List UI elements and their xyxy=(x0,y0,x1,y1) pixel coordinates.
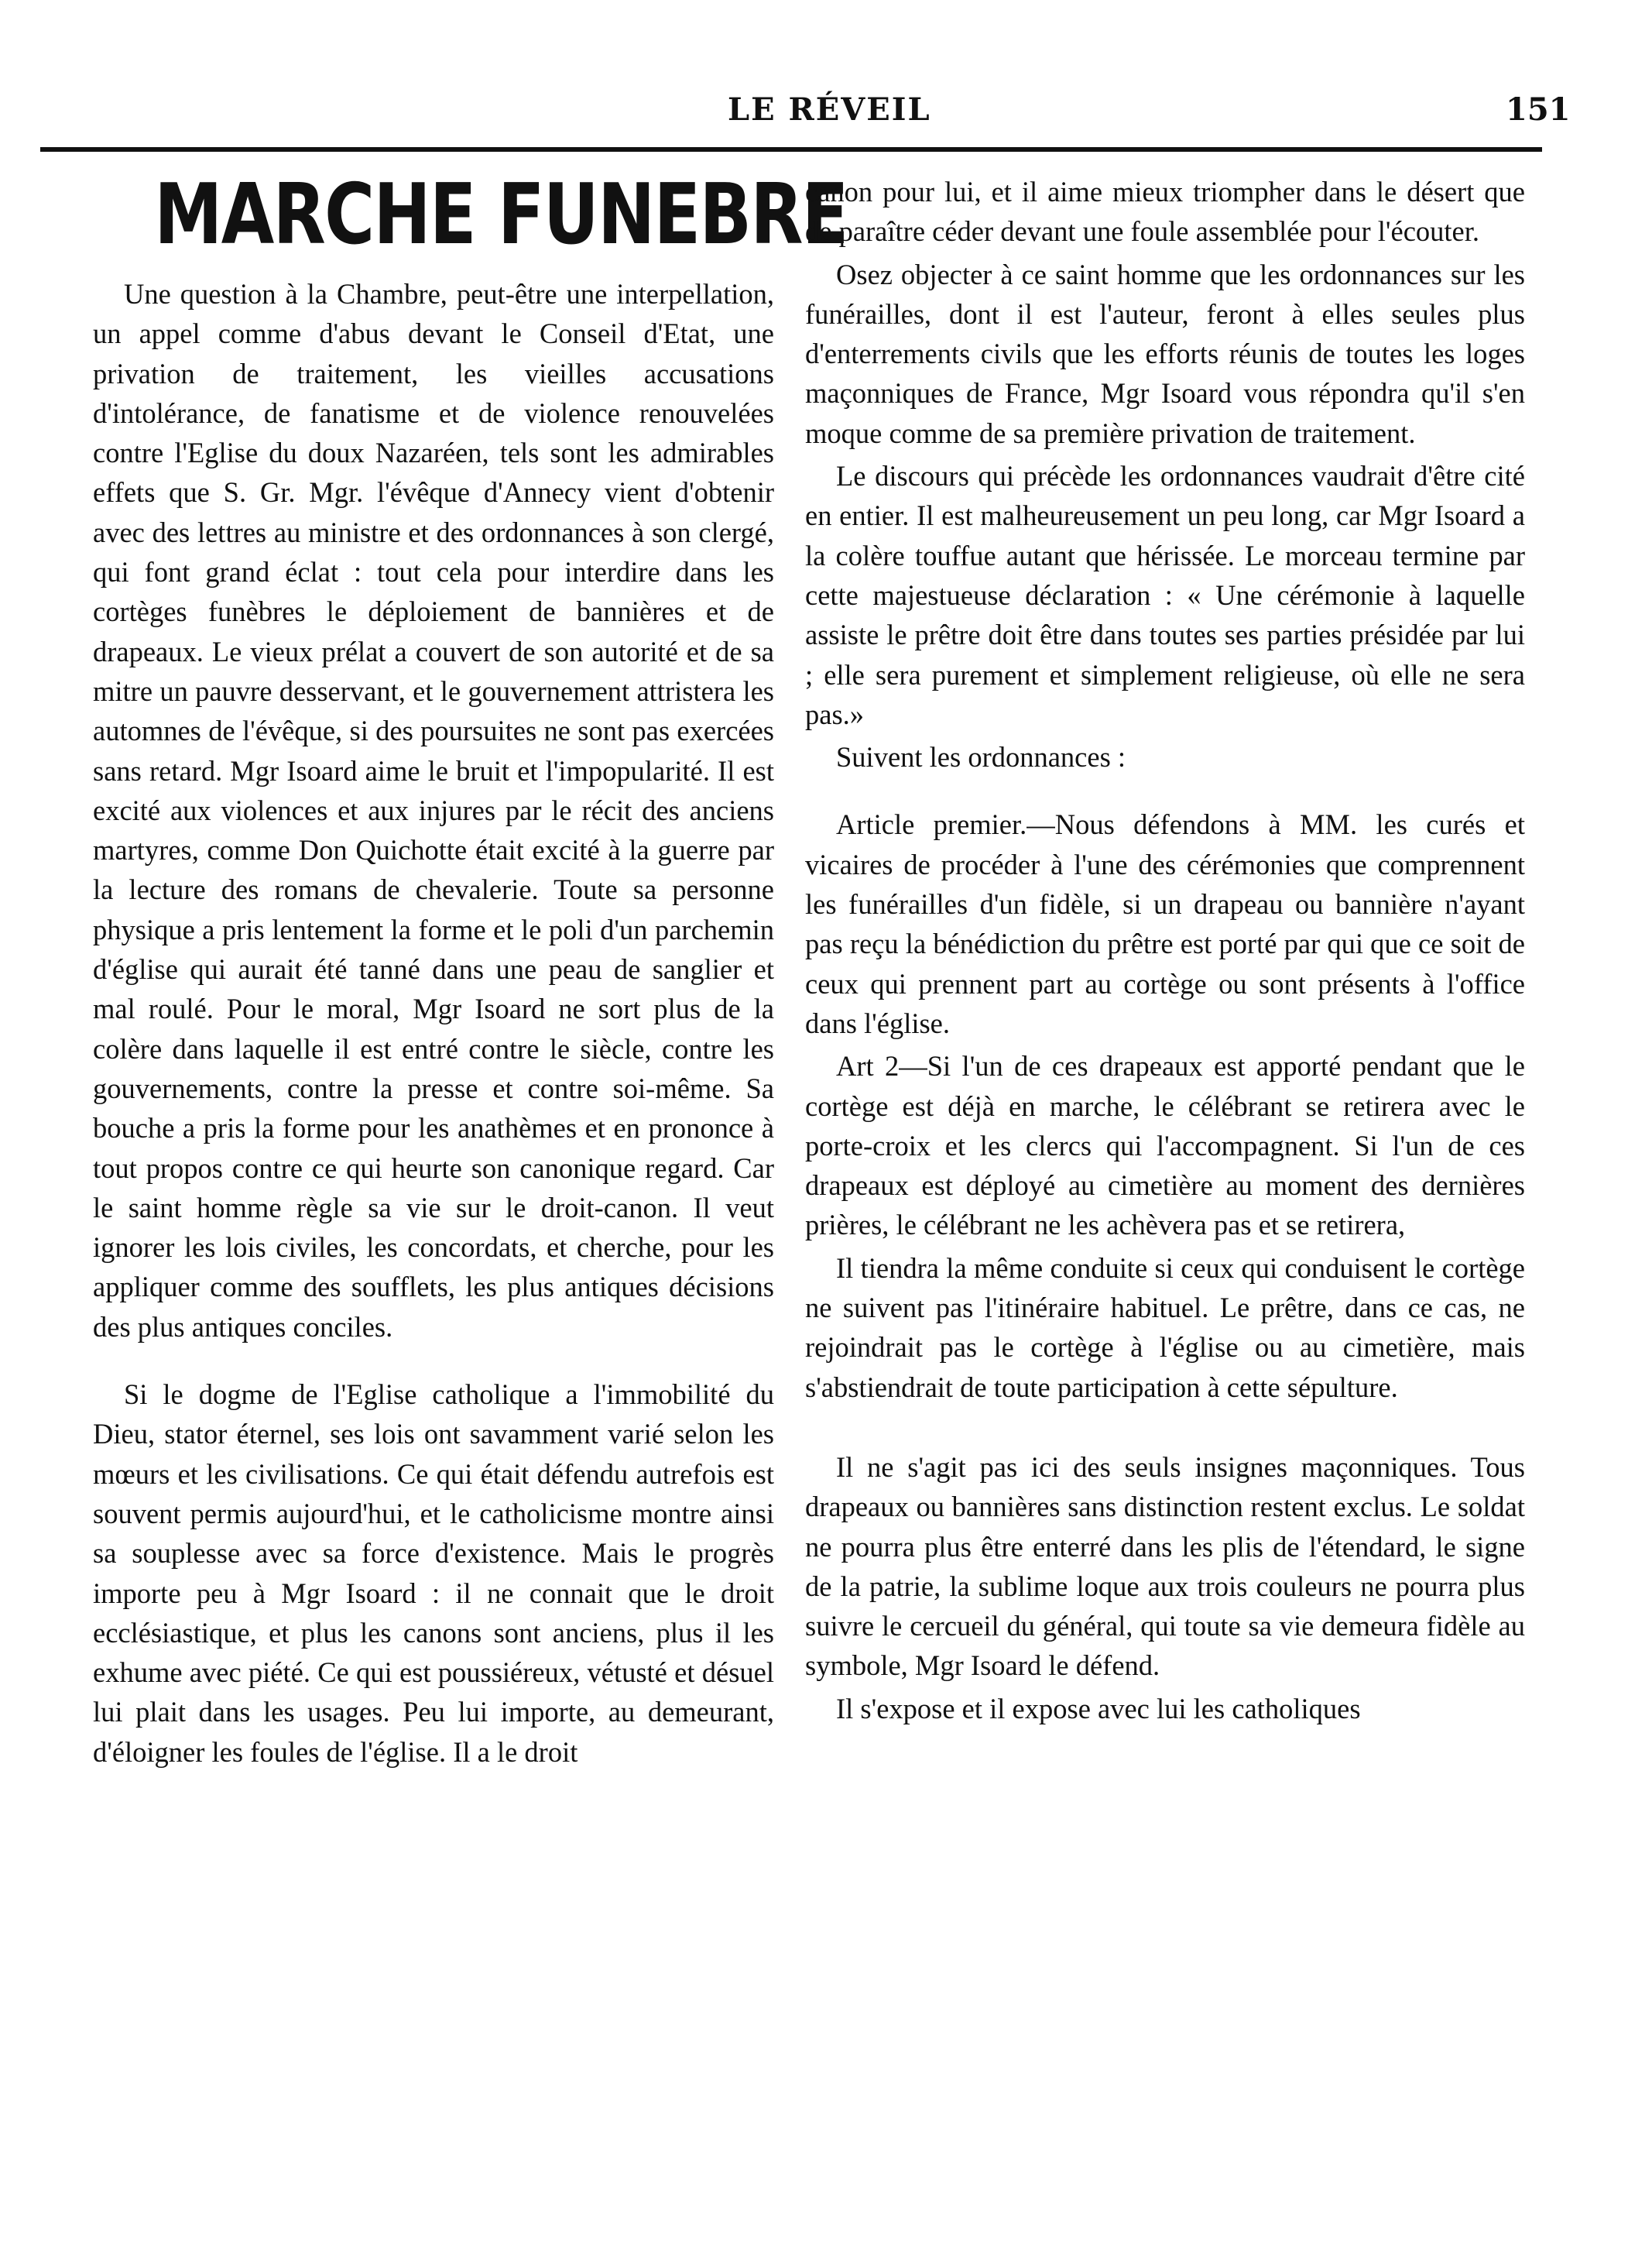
paragraph: Une question à la Chambre, peut-être une interpellation, un appel comme d'abus devant le Conseil d'Etat, une privation de traitement, les vieilles accusations d'intolérance, de fanatisme et de violence renouvelées contre l'Eglise du doux Nazaréen, tels sont les admirables effets que S. Gr. Mgr. l'évêque d'Annecy vient d'obtenir avec des lettres au ministre et des ordonnances à son clergé, qui font grand éclat : tout cela pour interdire dans les cortèges funèbres le déploiement de bannières et de drapeaux. Le vieux prélat a couvert de son autorité et de sa mitre un pauvre desservant, et le gouvernement attristera les automnes de l'évêque, si des poursuites ne sont pas exercées sans retard. Mgr Isoard aime le bruit et l'impopularité. Il est excité aux violences et aux injures par le récit des anciens martyres, comme Don Quichotte était excité à la guerre par la lecture des romans de chevalerie. Toute sa personne physique a pris lentement la forme et le poli d'un parchemin d'église qui aurait été tanné dans une peau de sanglier et mal roulé. Pour le moral, Mgr Isoard ne sort plus de la colère dans laquelle il est entré contre le siècle, contre les gouvernements, contre la presse et contre soi-même. Sa bouche a pris la forme pour les anathèmes et en prononce à tout propos contre ce qui heurte son canonique regard. Car le saint homme règle sa vie sur le droit-canon. Il veut ignorer les lois civiles, les concordats, et cherche, pour les appliquer comme des soufflets, les plus antiques décisions des plus antiques conciles. xyxy=(93,278,774,1343)
paragraph: Il ne s'agit pas ici des seuls insignes maçonniques. Tous drapeaux ou bannières sans distinction restent exclus. Le soldat ne pourra plus être enterré dans les plis de l'étendard, le signe de la patrie, la sublime loque aux trois couleurs ne pourra plus suivre le cercueil du général, qui toute sa vie demeura fidèle au symbole, Mgr Isoard le défend. xyxy=(805,1450,1525,1682)
paragraph: Le discours qui précède les ordonnances vaudrait d'être cité en entier. Il est malheureusement un peu long, car Mgr Isoard a la colère touffue autant que hérissée. Le morceau termine par cette majestueuse déclaration : « Une cérémonie à laquelle assiste le prêtre doit être dans toutes ses parties présidée par lui ; elle sera purement et simplement religieuse, où elle ne sera pas.» xyxy=(805,460,1525,730)
right-column xyxy=(805,172,1525,1728)
ordinance-article-2: Art 2—Si l'un de ces drapeaux est apporté pendant que le cortège est déjà en marche, le célébrant se retirera avec le porte-croix et les clercs qui l'accompagnent. Si l'un de ces drapeaux est déployé au cimetière au moment des dernières prières, le célébrant ne les achèvera pas et se retirera, xyxy=(805,1050,1525,1241)
header-rule xyxy=(40,147,1542,152)
ordinance-article-1: Article premier.—Nous défendons à MM. les curés et vicaires de procéder à l'une des cérémonies que comprennent les funérailles d'un fidèle, si un drapeau ou bannière n'ayant pas reçu la bénédiction du prêtre est porté par qui que ce soit de ceux qui prennent part au cortège ou sont présents à l'office dans l'église. xyxy=(805,808,1525,1039)
paragraph: Osez objecter à ce saint homme que les ordonnances sur les funérailles, dont il est l'auteur, feront à elles seules plus d'enterrements civils que les efforts réunis de toutes les loges maçonniques de France, Mgr Isoard vous répondra qu'il s'en moque comme de sa première privation de traitement. xyxy=(805,258,1525,449)
paragraph: Suivent les ordonnances : xyxy=(836,741,1126,774)
paragraph: Si le dogme de l'Eglise catholique a l'immobilité du Dieu, stator éternel, ses lois ont savamment varié selon les mœurs et les civilisations. Ce qui était défendu autrefois est souvent permis aujourd'hui, et le catholicisme montre ainsi sa souplesse avec sa force d'existence. Mais le progrès importe peu à Mgr Isoard : il ne connait que le droit ecclésiastique, et plus les canons sont anciens, plus il les exhume avec piété. Ce qui est poussiéreux, vétusté et désuel lui plait dans les usages. Peu lui importe, au demeurant, d'éloigner les foules de l'église. Il a le droit xyxy=(93,1378,774,1768)
ordinance-paragraph: Il tiendra la même conduite si ceux qui conduisent le cortège ne suivent pas l'itinéraire habituel. Le prêtre, dans ce cas, ne rejoindrait pas le cortège à l'église ou au cimetière, mais s'abstiendrait de toute participation à cette sépulture. xyxy=(805,1251,1525,1403)
page-number: 151 xyxy=(1506,91,1571,128)
article-title: MARCHE FUNEBRE xyxy=(154,166,848,263)
left-column xyxy=(93,166,848,1772)
paragraph: Il s'expose et il expose avec lui les catholiques xyxy=(836,1692,1361,1724)
running-title: LE RÉVEIL xyxy=(728,91,931,128)
paragraph: canon pour lui, et il aime mieux triompher dans le désert que de paraître céder devant une foule assemblée pour l'écouter. xyxy=(805,176,1525,248)
